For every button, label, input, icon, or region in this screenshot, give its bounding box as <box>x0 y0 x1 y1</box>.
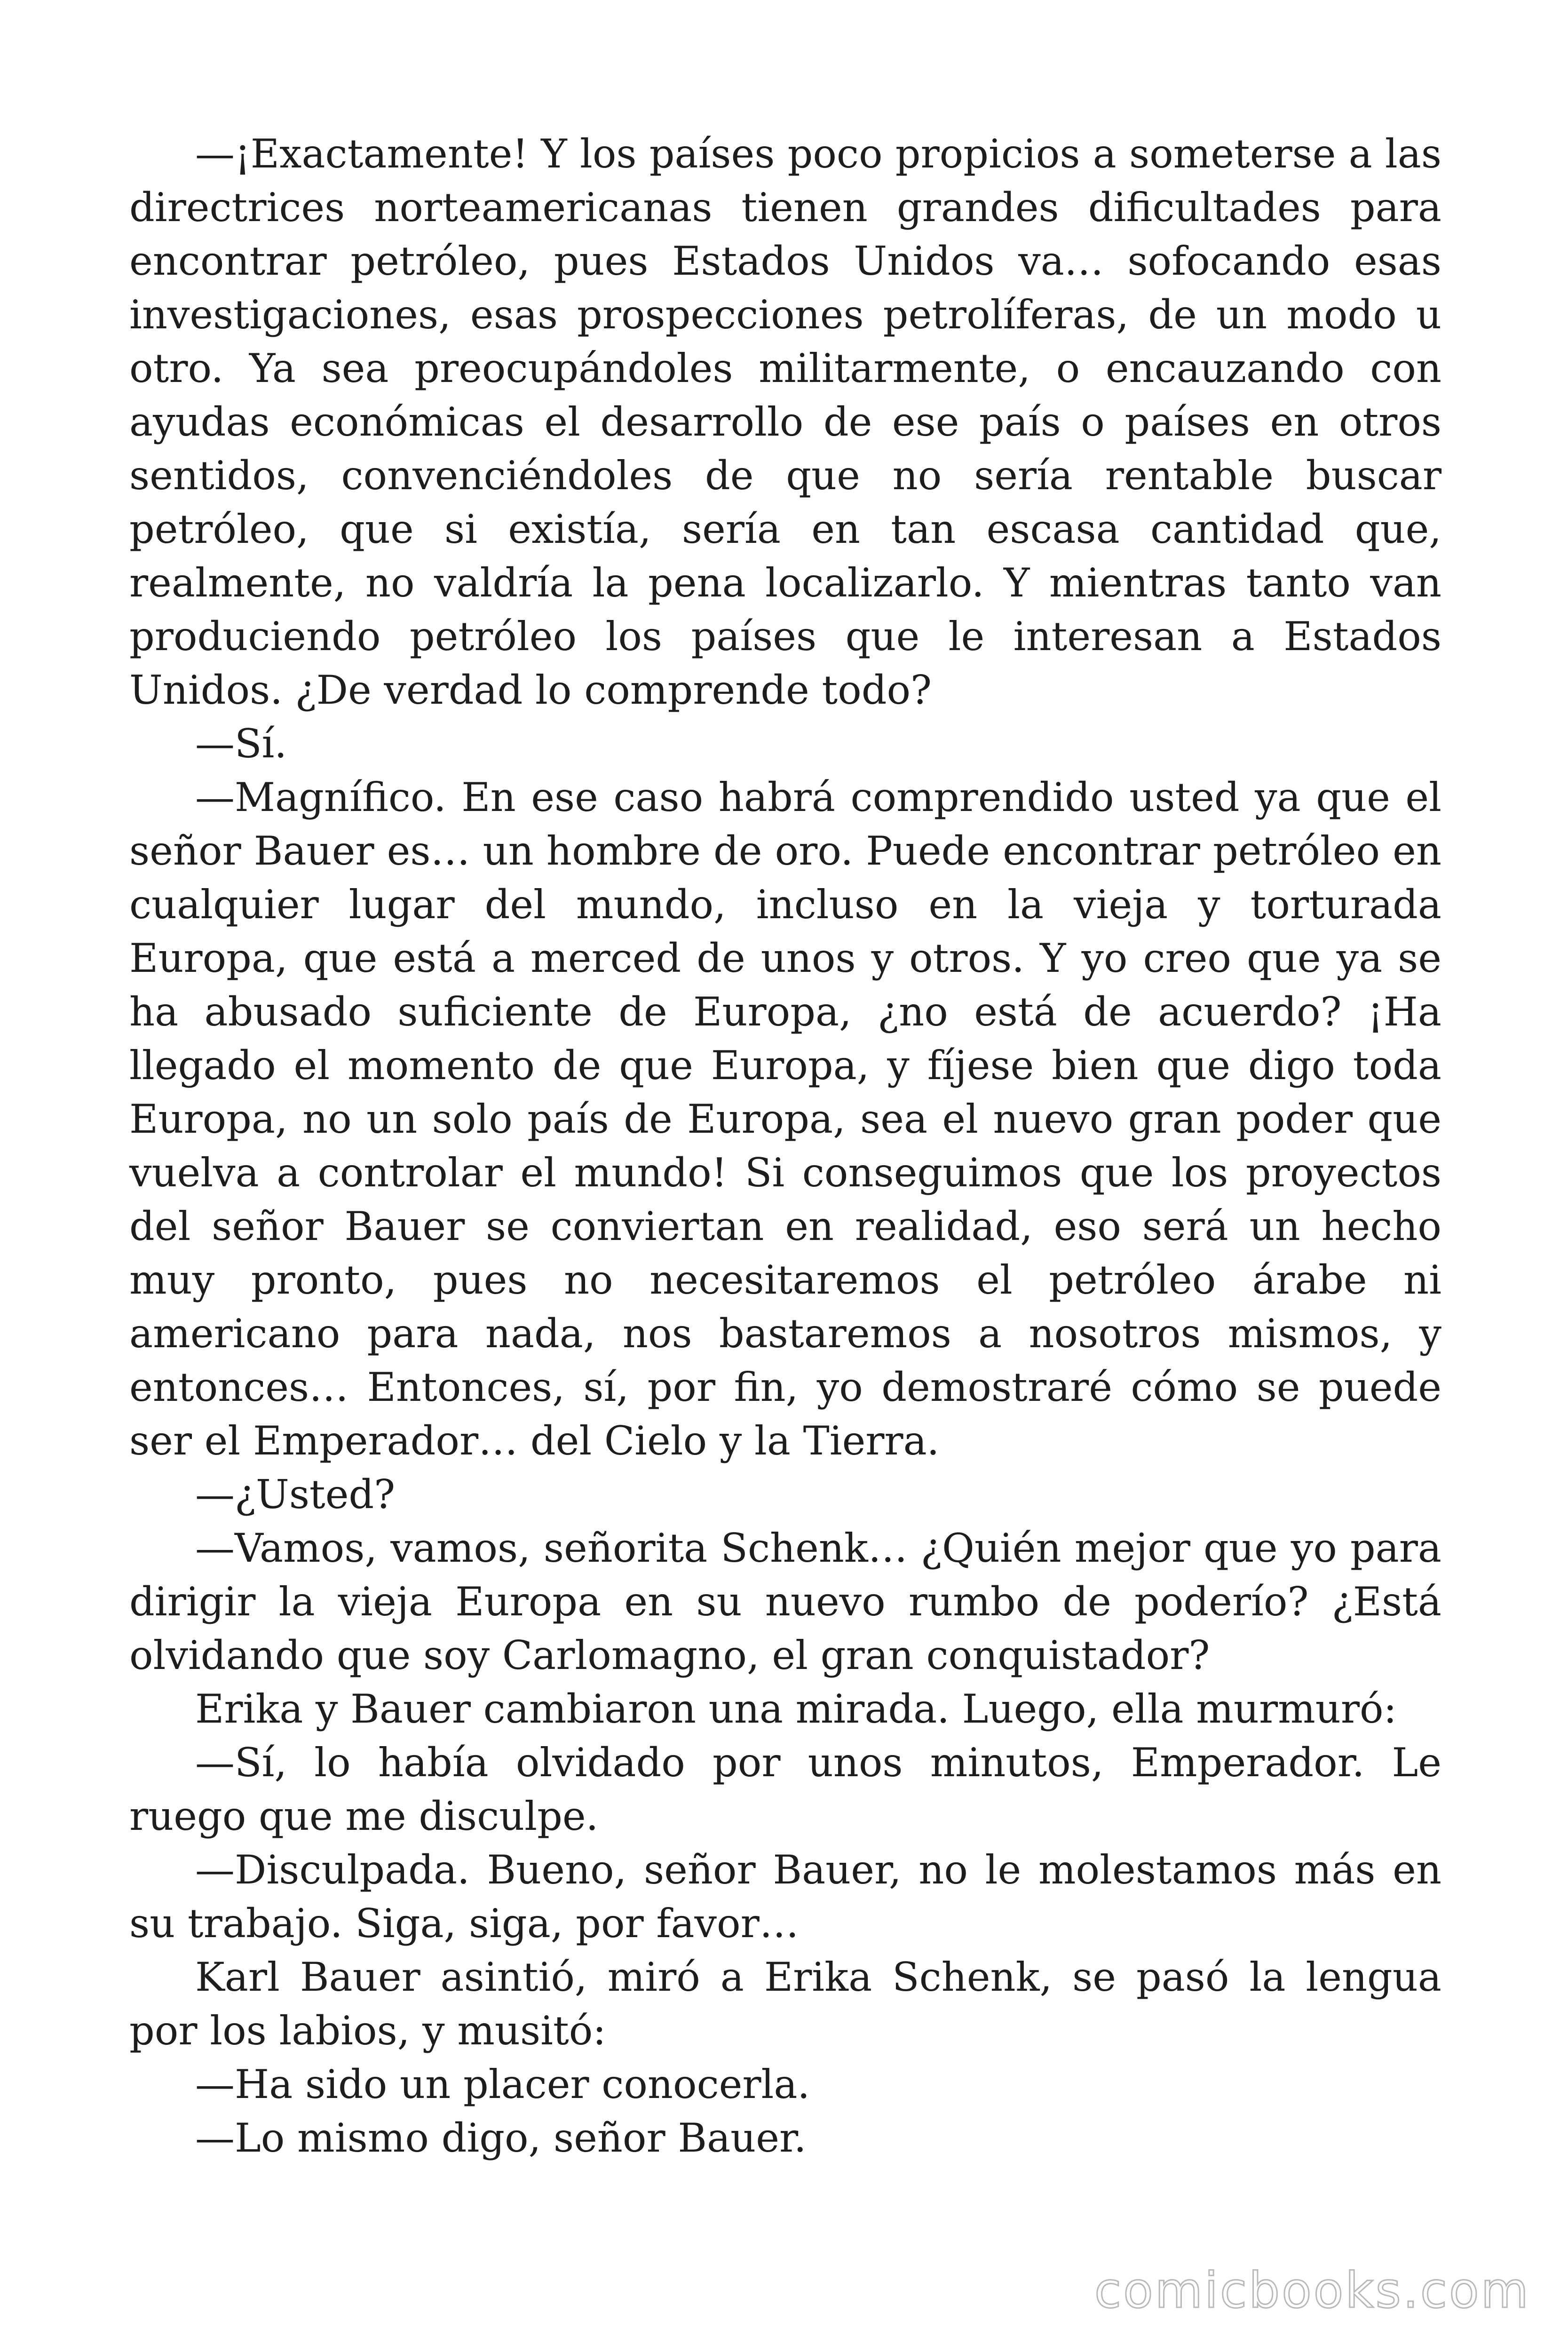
paragraph: —Disculpada. Bueno, señor Bauer, no le molestamos más en su trabajo. Siga, siga, por favor… <box>129 1847 1441 1947</box>
paragraph: —Vamos, vamos, señorita Schenk… ¿Quién mejor que yo para dirigir la vieja Europa en su nuevo rumbo de poderío? ¿Está olvidando que soy Carlomagno, el gran conquistador? <box>129 1525 1441 1678</box>
paragraph: Karl Bauer asintió, miró a Erika Schenk, se pasó la lengua por los labios, y musitó: <box>129 1954 1441 2054</box>
paragraph: Erika y Bauer cambiaron una mirada. Luego, ella murmuró: <box>195 1686 1397 1732</box>
paragraph: —Lo mismo digo, señor Bauer. <box>195 2115 807 2161</box>
paragraph: —¿Usted? <box>195 1471 396 1518</box>
paragraph: —¡Exactamente! Y los países poco propicios a someterse a las directrices norteamericanas tienen grandes dificultades para encontrar petróleo, pues Estados Unidos va… sofocando esas investigaciones, esas prospecciones petrolíferas, de un modo u otro. Ya sea preocupándoles militarmente, o encauzando con ayudas económicas el desarrollo de ese país o países en otros sentidos, convenciéndoles de que no sería rentable buscar petróleo, que si existía, sería en tan escasa cantidad que, realmente, no valdría la pena localizarlo. Y mientras tanto van produciendo petróleo los países que le interesan a Estados Unidos. ¿De verdad lo comprende todo? <box>129 131 1441 713</box>
paragraph: —Magnífico. En ese caso habrá comprendido usted ya que el señor Bauer es… un hombre de oro. Puede encontrar petróleo en cualquier lugar del mundo, incluso en la vieja y torturada Europa, que está a merced de unos y otros. Y yo creo que ya se ha abusado suficiente de Europa, ¿no está de acuerdo? ¡Ha llegado el momento de que Europa, y fíjese bien que digo toda Europa, no un solo país de Europa, sea el nuevo gran poder que vuelva a controlar el mundo! Si conseguimos que los proyectos del señor Bauer se conviertan en realidad, eso será un hecho muy pronto, pues no necesitaremos el petróleo árabe ni americano para nada, nos bastaremos a nosotros mismos, y entonces… Entonces, sí, por fin, yo demostraré cómo se puede ser el Emperador… del Cielo y la Tierra. <box>129 774 1441 1464</box>
watermark: comicbooks.com <box>1094 2262 1530 2319</box>
paragraph: —Sí, lo había olvidado por unos minutos, Emperador. Le ruego que me disculpe. <box>129 1740 1441 1839</box>
paragraph: —Sí. <box>195 721 287 767</box>
book-page-text <box>129 127 1441 2197</box>
paragraph: —Ha sido un placer conocerla. <box>195 2061 810 2107</box>
